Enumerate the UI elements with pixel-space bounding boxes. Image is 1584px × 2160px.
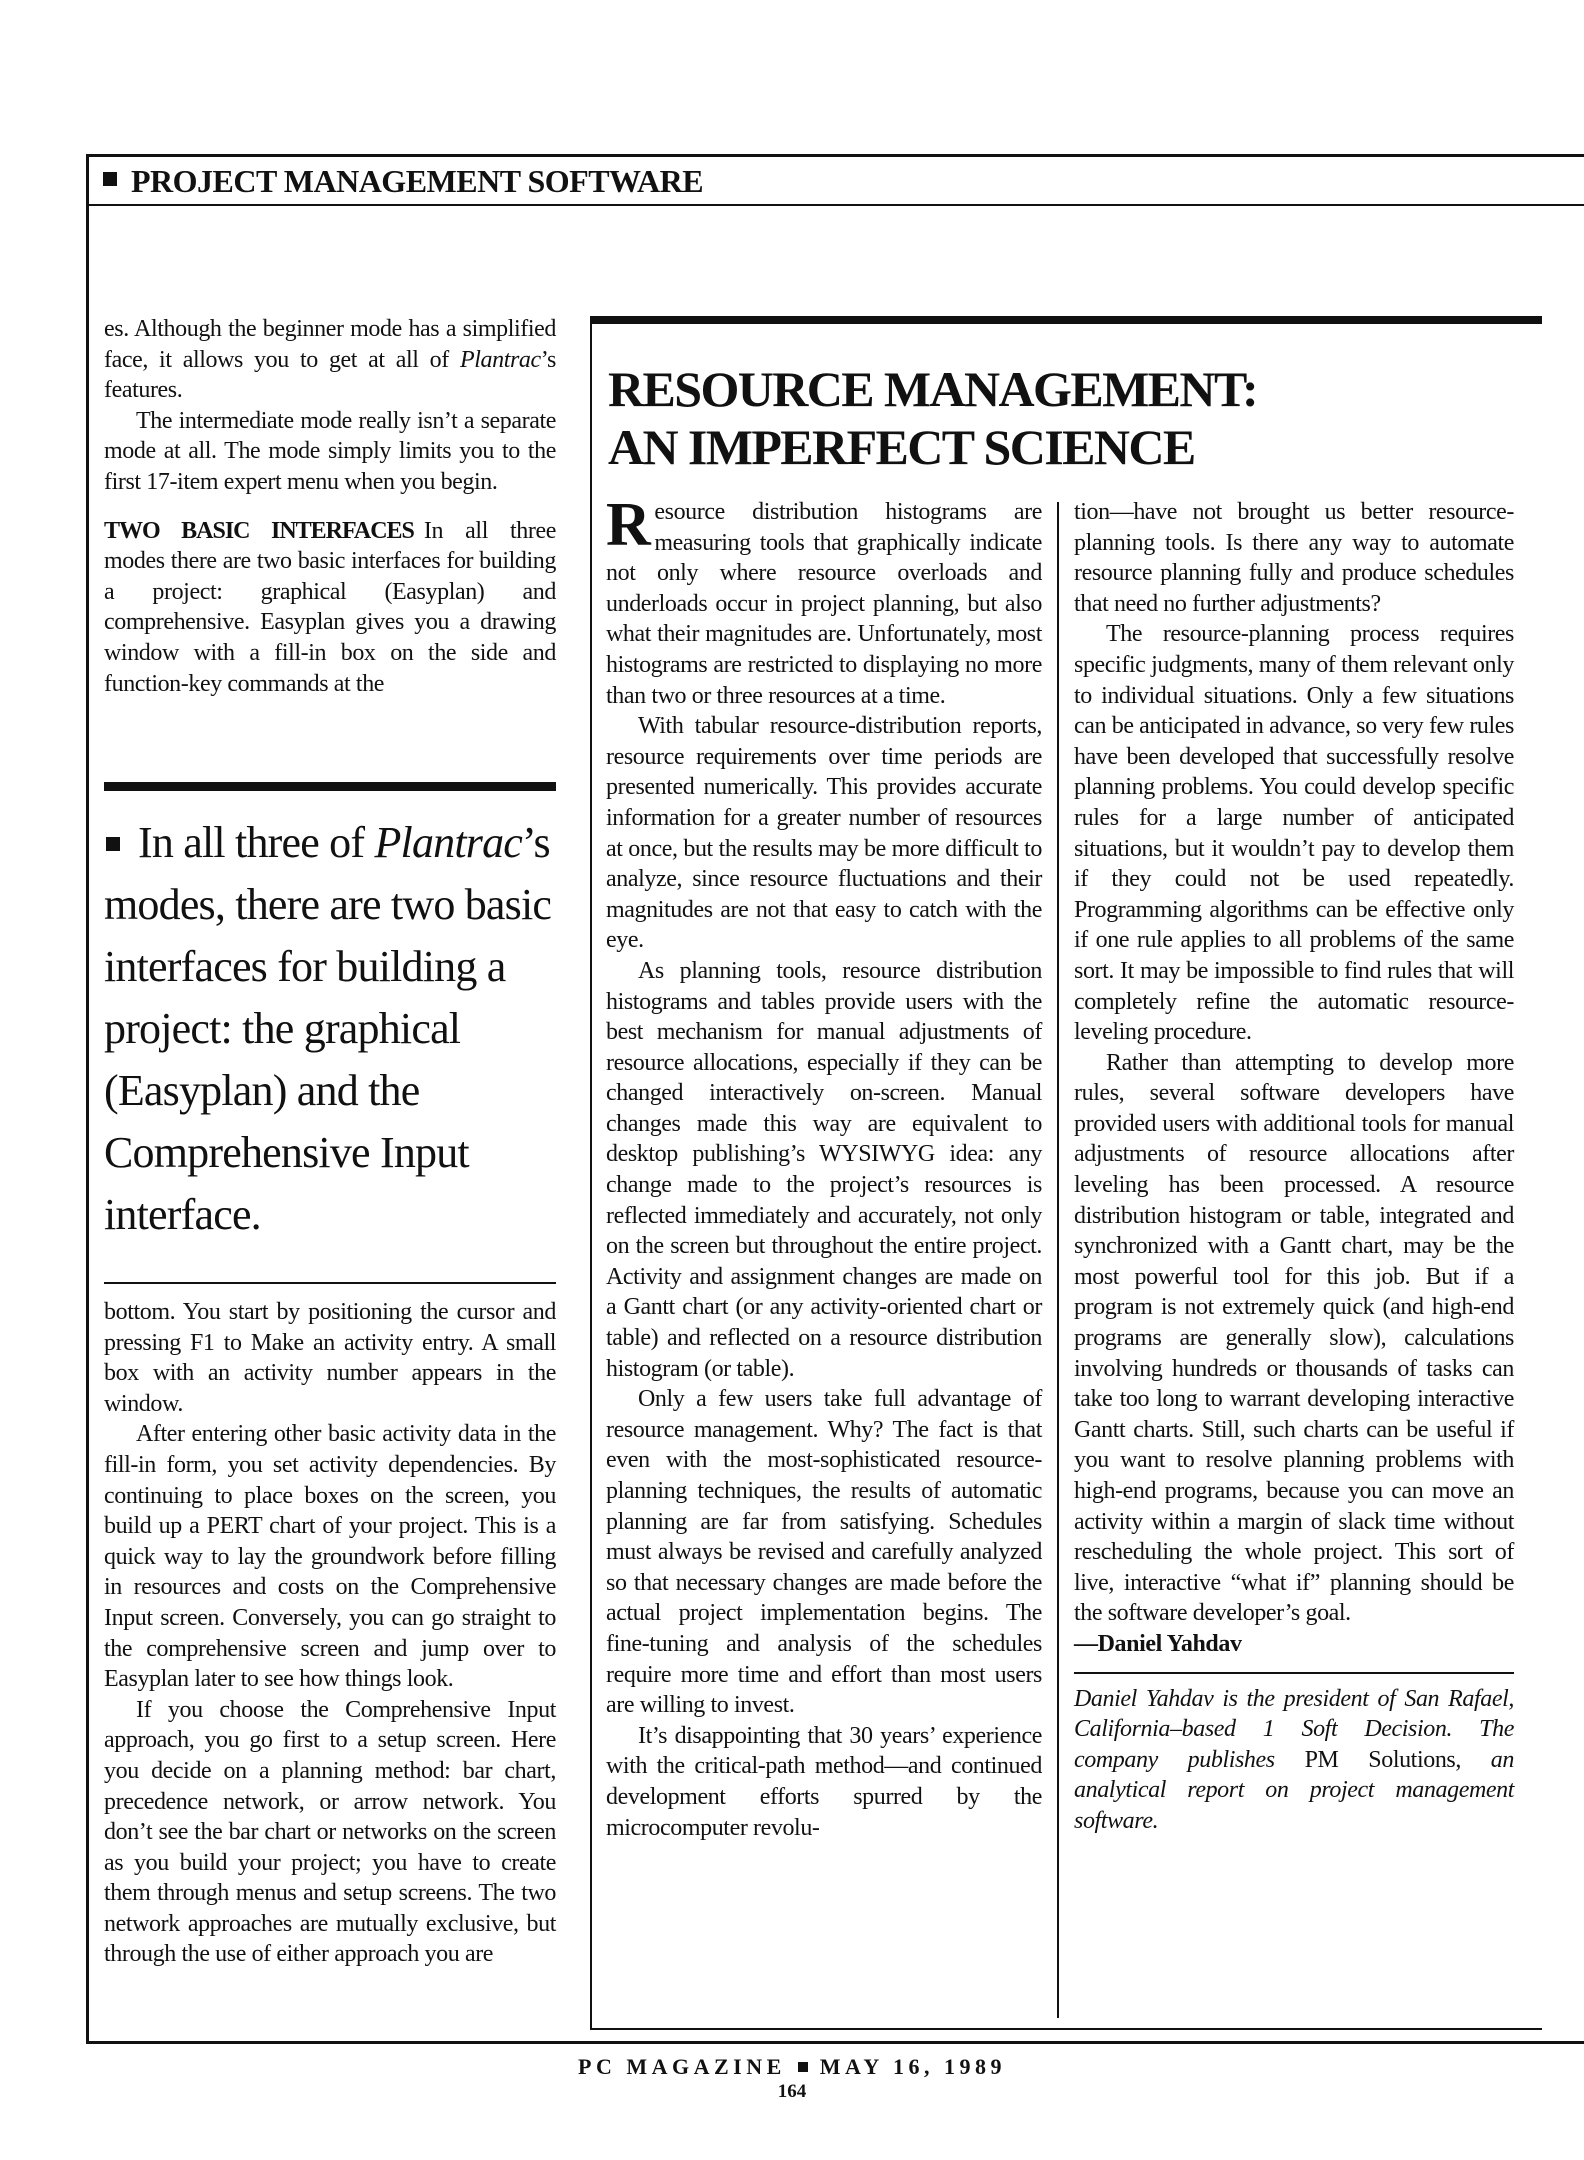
column-divider <box>1057 502 1059 2018</box>
left-column-bottom <box>104 1297 556 1970</box>
page-number: 164 <box>777 2081 807 2102</box>
paragraph: Only a few users take full advantage of resource management. Why? The fact is that even with the most-sophisticated resource-planning techniques, the results of automatic planning are far from satisfying. Schedules must always be revised and carefully analyzed so that necessary changes are made before the actual project implementation begins. The fine-tuning and analysis of the schedules require more time and effort than most users are willing to invest. <box>606 1386 1042 1719</box>
author-bio: Daniel Yahdav is the president of San Rafael, California–based 1 Soft Decision. The company publishes PM Solutions, an analytical report on project management software. <box>1074 1685 1514 1834</box>
page-frame-left-rule <box>86 204 89 2044</box>
section-title: PROJECT MANAGEMENT SOFTWARE <box>131 163 704 199</box>
paragraph: Resource distribution histograms are measuring tools that graphically indicate not only where resource overloads and underloads occur in project planning, but also what their magnitudes are. Unfortunately, most histograms are restricted to displaying no more than two or three resources at a time. <box>606 491 1042 709</box>
paragraph: es. Although the beginner mode has a simplified face, it allows you to get at all of Plantrac’s features. <box>104 316 556 404</box>
issue-date: MAY 16, 1989 <box>819 2054 1006 2079</box>
page-frame-bottom-rule <box>86 2041 1584 2044</box>
sidebar-title: RESOURCE MANAGEMENT: AN IMPERFECT SCIENCE <box>608 361 1258 475</box>
left-column-top <box>104 314 556 699</box>
bio-rule <box>1074 1672 1514 1674</box>
pull-quote-bottom-rule <box>104 1282 556 1284</box>
byline: —Daniel Yahdav <box>1074 1630 1242 1657</box>
drop-cap: R <box>606 491 651 559</box>
paragraph: bottom. You start by positioning the cursor and pressing F1 to Make an activity entry. A small box with an activity number appears in the window. <box>104 1299 556 1417</box>
paragraph: The intermediate mode really isn’t a separate mode at all. The mode simply limits you to the first 17-item expert menu when you begin. <box>104 407 556 495</box>
section-header <box>86 154 1584 206</box>
paragraph: If you choose the Comprehensive Input approach, you go first to a setup screen. Here you decide on a planning method: bar chart, precedence network, or arrow network. You don’t see the bar chart or networks on the screen as you build your project; you have to create them through menus and setup screens. The two network approaches are mutually exclusive, but through the use of either approach you are <box>104 1696 556 1968</box>
sidebar-column-left <box>606 491 1042 1843</box>
paragraph: After entering other basic activity data in the fill-in form, you set activity dependencies. By continuing to place boxes on the screen, you build up a PERT chart of your project. This is a quick way to lay the groundwork before filling in resources and costs on the Comprehensive Input screen. Conversely, you can go straight to the comprehensive screen and jump over to Easyplan later to see how things look. <box>104 1421 556 1693</box>
paragraph: Rather than attempting to develop more rules, several software developers have provided users with additional tools for manual adjustments of resource allocations after leveling has been processed. A resource distribution histogram or table, integrated and synchronized with a Gantt chart, may be the most powerful tool for this job. But if a program is not extremely quick (and high-end programs are generally slow), calculations involving hundreds or thousands of tasks can take too long to warrant developing interactive Gantt charts. Still, such charts can be useful if you want to resolve planning problems with high-end programs, because you can move an activity within a margin of slack time without rescheduling the whole project. This sort of live, interactive “what if” planning should be the software developer’s goal. <box>1074 1049 1514 1627</box>
pull-quote-top-rule <box>104 782 556 791</box>
paragraph: It’s disappointing that 30 years’ experience with the critical-path method—and continued development efforts spurred by the microcomputer revolu- <box>606 1722 1042 1841</box>
pull-quote: In all three of Plantrac’s modes, there are two basic interfaces for building a project: the graphical (Easyplan) and the Comprehensive Input interface. <box>104 818 552 1239</box>
bullet-square-icon <box>103 172 117 186</box>
paragraph-with-heading: TWO BASIC INTERFACES In all three modes there are two basic interfaces for building a project: graphical (Easyplan) and comprehensive. Easyplan gives you a drawing window with a fill-in box on the side and function-key commands at the <box>104 517 556 697</box>
subheading: TWO BASIC INTERFACES <box>104 517 414 544</box>
paragraph: tion—have not brought us better resource-planning tools. Is there any way to automate resource planning fully and produce schedules that need no further adjustments? <box>1074 499 1514 617</box>
sidebar-top-rule <box>590 316 1542 324</box>
bullet-square-icon <box>106 837 120 851</box>
magazine-name: PC MAGAZINE <box>578 2054 786 2079</box>
paragraph: As planning tools, resource distribution histograms and tables provide users with the best mechanism for manual adjustments of resource allocations, especially if they can be changed interactively on-screen. Manual changes made this way are equivalent to desktop publishing’s WYSIWYG idea: any change made to the project’s resources is reflected immediately and accurately, not only on the screen but throughout the entire project. Activity and assignment changes are made on a Gantt chart (or any activity-oriented chart or table) and reflected on a resource distribution histogram (or table). <box>606 957 1042 1382</box>
sidebar-column-right <box>1074 497 1514 1837</box>
bullet-square-icon <box>798 2062 808 2072</box>
footer-magazine-line <box>0 2054 1584 2080</box>
paragraph: With tabular resource-distribution reports, resource requirements over time periods are presented numerically. This provides accurate information for a greater number of resources at once, but the results may be more difficult to analyze, since resource fluctuations and their magnitudes are not that easy to catch with the eye. <box>606 713 1042 954</box>
paragraph: The resource-planning process requires specific judgments, many of them relevant only to individual situations. Only a few situations can be anticipated in advance, so very few rules have been developed that successfully resolve planning problems. You could develop specific rules for a large number of anticipated situations, but it wouldn’t pay to develop them if they could not be used repeatedly. Programming algorithms can be effective only if one rule applies to all problems of the same sort. It may be impossible to find rules that will completely refine the automatic resource-leveling procedure. <box>1074 621 1514 1046</box>
